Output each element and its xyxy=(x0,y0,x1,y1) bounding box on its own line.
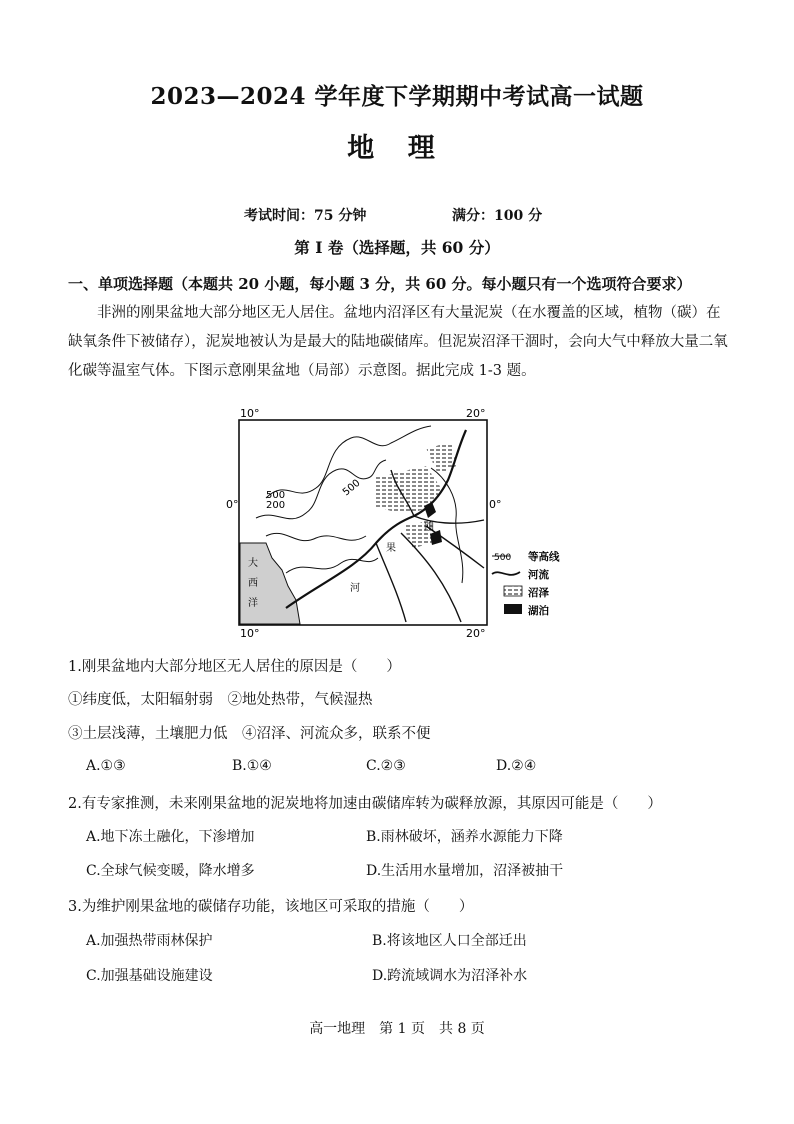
legend-contour-value: 500 xyxy=(494,553,512,563)
question-2-option-d[interactable]: D.生活用水量增加，沼泽被抽干 xyxy=(366,863,564,879)
legend-swamp-symbol xyxy=(504,586,522,596)
question-2-option-a[interactable]: A.地下冻土融化，下渗增加 xyxy=(86,829,255,845)
contour-label: 500 xyxy=(266,490,286,501)
lat-label-right: 0° xyxy=(489,498,502,511)
question-2-option-b[interactable]: B.雨林破坏，涵养水源能力下降 xyxy=(366,829,563,845)
river-label: 果 xyxy=(386,543,396,554)
legend-swamp-label: 沼泽 xyxy=(528,587,549,599)
question-1-option-d[interactable]: D.②④ xyxy=(496,758,537,774)
river-label: 刚 xyxy=(424,522,434,533)
question-1-statement: ③土层浅薄，土壤肥力低 ④沼泽、河流众多，联系不便 xyxy=(68,726,431,742)
full-score: 满分：100 分 xyxy=(452,208,543,224)
section-heading: 一、单项选择题（本题共 20 小题，每小题 3 分，共 60 分。每小题只有一个选项符合要求） xyxy=(68,275,692,293)
exam-title: 2023—2024 学年度下学期期中考试高一试题 xyxy=(150,83,644,110)
congo-basin-map xyxy=(226,408,602,638)
exam-time: 考试时间：75 分钟 xyxy=(244,208,367,224)
question-3-stem: 3.为维护刚果盆地的碳储存功能，该地区可采取的措施（ ） xyxy=(68,899,474,915)
question-1-option-b[interactable]: B.①④ xyxy=(232,758,272,774)
page-footer: 高一地理 第 1 页 共 8 页 xyxy=(309,1021,485,1037)
question-3-option-d[interactable]: D.跨流域调水为沼泽补水 xyxy=(372,968,528,984)
legend-contour-label: 等高线 xyxy=(528,551,560,563)
question-1-option-a[interactable]: A.①③ xyxy=(86,758,126,774)
question-3-option-b[interactable]: B.将该地区人口全部迁出 xyxy=(372,933,527,949)
question-3-option-a[interactable]: A.加强热带雨林保护 xyxy=(86,933,213,949)
contour-label: 500 xyxy=(340,477,363,499)
river-label: 河 xyxy=(350,583,360,594)
legend-river-symbol xyxy=(492,572,520,575)
lat-label-left: 0° xyxy=(226,498,239,511)
subject-title: 地 理 xyxy=(347,133,447,164)
lon-label-bottom-right: 20° xyxy=(466,627,486,638)
question-2-stem: 2.有专家推测，未来刚果盆地的泥炭地将加速由碳储库转为碳释放源，其原因可能是（ ） xyxy=(68,796,662,812)
contour-label: 200 xyxy=(266,500,286,511)
question-1-statement: ①纬度低，太阳辐射弱 ②地处热带，气候湿热 xyxy=(68,692,373,708)
passage-text: 非洲的刚果盆地大部分地区无人居住。盆地内沼泽区有大量泥炭（在水覆盖的区域，植物（碳）在缺氧条件下被储存），泥炭地被认为是最大的陆地碳储库。但泥炭沼泽干涸时，会向大气中释放大量二氧化碳等温室气体。下图示意刚果盆地（局部）示意图。据此完成 1-3 题。 xyxy=(68,305,728,379)
ocean-label: 洋 xyxy=(248,598,258,609)
ocean-label: 大 xyxy=(248,558,258,569)
question-1-option-c[interactable]: C.②③ xyxy=(366,758,406,774)
volume-heading: 第 I 卷（选择题，共 60 分） xyxy=(294,238,500,257)
lon-label-top-right: 20° xyxy=(466,408,486,420)
legend-river-label: 河流 xyxy=(528,569,549,581)
legend-lake-symbol xyxy=(504,604,522,614)
legend-lake-label: 湖泊 xyxy=(528,605,549,617)
lon-label-top-left: 10° xyxy=(240,408,260,420)
question-2-option-c[interactable]: C.全球气候变暖，降水增多 xyxy=(86,863,255,879)
lon-label-bottom-left: 10° xyxy=(240,627,260,638)
question-3-option-c[interactable]: C.加强基础设施建设 xyxy=(86,968,213,984)
question-1-stem: 1.刚果盆地内大部分地区无人居住的原因是（ ） xyxy=(68,659,401,675)
ocean-label: 西 xyxy=(248,578,258,589)
map-legend xyxy=(492,550,560,617)
